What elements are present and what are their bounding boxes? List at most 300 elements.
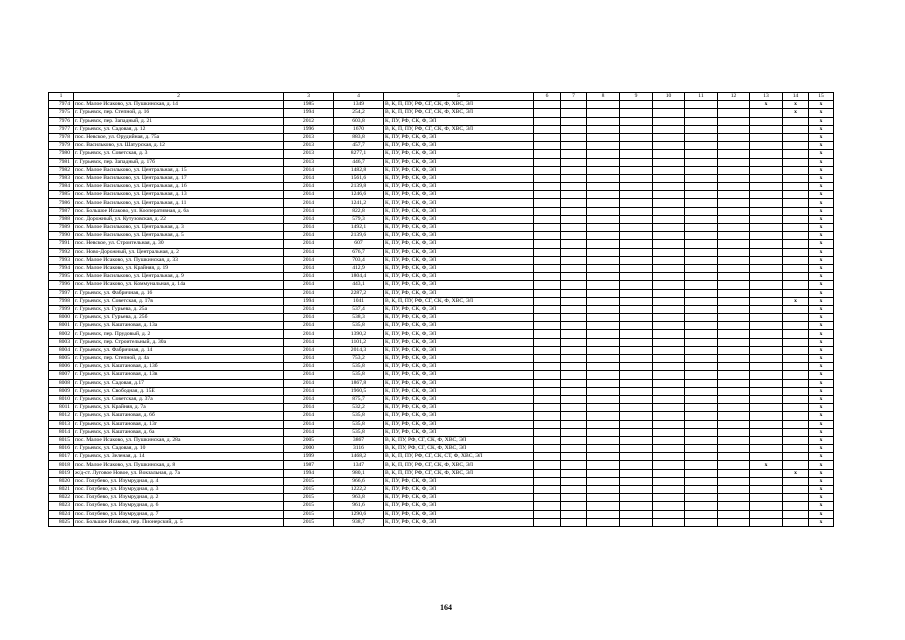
mark-cell-15: x [809,207,834,215]
empty-cell [685,133,718,141]
table-row [49,117,834,125]
empty-cell [587,420,620,428]
row-number: 7978 [49,133,74,141]
row-number: 7998 [49,297,74,305]
address-cell: г. Гурьевск, пер. Прудовый, д. 2 [74,330,284,338]
address-cell: пос. Голубево, ул. Изумрудная, д. 4 [74,477,284,485]
area-cell: 980,1 [334,469,384,477]
address-cell: г. Гурьевск, ул. Советская, д. 3 [74,150,284,158]
row-number: 7985 [49,191,74,199]
empty-cell [718,494,750,502]
row-number: 8012 [49,412,74,420]
empty-cell [587,215,620,223]
area-cell: 603,8 [334,117,384,125]
empty-cell [587,355,620,363]
empty-cell [620,199,653,207]
mark-cell-15: x [809,420,834,428]
row-number: 7994 [49,264,74,272]
empty-cell [561,453,587,461]
mark-cell-15: x [809,330,834,338]
empty-cell [620,469,653,477]
table-row [49,289,834,297]
empty-cell [685,273,718,281]
mark-cell-15: x [809,289,834,297]
mark-cell-15: x [809,109,834,117]
row-number: 7988 [49,215,74,223]
mark-cell-13 [750,322,783,330]
row-number: 7999 [49,305,74,313]
empty-cell [620,338,653,346]
empty-cell [653,502,685,510]
mark-cell-15: x [809,224,834,232]
row-number: 7974 [49,101,74,109]
empty-cell [587,232,620,240]
works-cell: К, ПУ, РФ, СК, Ф, ЭЛ [384,428,534,436]
empty-cell [653,518,685,526]
empty-cell [685,346,718,354]
address-cell: г. Гурьевск, ул. Крайняя, д. 7а [74,404,284,412]
mark-cell-14 [783,420,809,428]
empty-cell [685,142,718,150]
mark-cell-14 [783,346,809,354]
mark-cell-14 [783,289,809,297]
empty-cell [587,404,620,412]
area-cell: 1482,8 [334,166,384,174]
mark-cell-13 [750,436,783,444]
empty-cell [718,371,750,379]
empty-cell [534,428,561,436]
empty-cell [534,355,561,363]
empty-cell [534,387,561,395]
table-row [49,150,834,158]
address-cell: пос. Малое Исаково, ул. Коммунальная, д. 14а [74,281,284,289]
empty-cell [534,346,561,354]
empty-cell [534,150,561,158]
mark-cell-15: x [809,412,834,420]
mark-cell-13 [750,109,783,117]
row-number: 8018 [49,461,74,469]
area-cell: 1349 [334,101,384,109]
empty-cell [685,166,718,174]
empty-cell [685,289,718,297]
empty-cell [718,215,750,223]
area-cell: 532,2 [334,404,384,412]
empty-cell [561,183,587,191]
address-cell: пос. Дорожный, ул. Кутузовская, д. 22 [74,215,284,223]
row-number: 7990 [49,232,74,240]
mark-cell-13 [750,174,783,182]
address-cell: г. Гурьевск, пер. Западный, д. 21 [74,117,284,125]
address-cell: пос. Малое Исаково, ул. Крайняя, д. 19 [74,264,284,272]
empty-cell [718,174,750,182]
year-cell: 2014 [284,232,334,240]
empty-cell [534,404,561,412]
empty-cell [685,109,718,117]
empty-cell [718,133,750,141]
area-cell: 961,6 [334,502,384,510]
mark-cell-14 [783,502,809,510]
works-cell: К, ПУ, РФ, СК, Ф, ЭЛ [384,379,534,387]
row-number: 7977 [49,125,74,133]
empty-cell [718,428,750,436]
area-cell: 1241,2 [334,199,384,207]
area-cell: 1867,8 [334,379,384,387]
empty-cell [534,142,561,150]
empty-cell [587,109,620,117]
address-cell: г. Гурьевск, ул. Садовая, д. 10 [74,445,284,453]
empty-cell [620,158,653,166]
mark-cell-13 [750,240,783,248]
empty-cell [587,445,620,453]
empty-cell [587,289,620,297]
empty-cell [587,305,620,313]
row-number: 7989 [49,224,74,232]
year-cell: 2014 [284,322,334,330]
area-cell: 579,3 [334,215,384,223]
year-cell: 1996 [284,125,334,133]
empty-cell [561,125,587,133]
area-cell: 2014,3 [334,346,384,354]
empty-cell [685,355,718,363]
empty-cell [561,346,587,354]
empty-cell [685,322,718,330]
row-number: 7997 [49,289,74,297]
empty-cell [685,117,718,125]
mark-cell-15: x [809,453,834,461]
mark-cell-13 [750,346,783,354]
empty-cell [653,224,685,232]
empty-cell [685,207,718,215]
address-cell: пос. Малое Исаково, ул. Пушкинская, д. 14 [74,101,284,109]
table-row [49,232,834,240]
address-cell: пос. Невское, ул. Строительная, д. 30 [74,240,284,248]
empty-cell [653,264,685,272]
empty-cell [718,297,750,305]
year-cell: 2013 [284,158,334,166]
empty-cell [620,133,653,141]
empty-cell [620,453,653,461]
empty-cell [653,453,685,461]
column-header-5: 5 [384,93,534,101]
row-number: 8001 [49,322,74,330]
empty-cell [561,363,587,371]
table-row [49,412,834,420]
mark-cell-13 [750,404,783,412]
mark-cell-15: x [809,191,834,199]
area-cell: 2139,8 [334,183,384,191]
mark-cell-13 [750,256,783,264]
empty-cell [620,412,653,420]
year-cell: 2014 [284,174,334,182]
mark-cell-13 [750,387,783,395]
empty-cell [534,518,561,526]
mark-cell-15: x [809,150,834,158]
empty-cell [653,150,685,158]
mark-cell-14 [783,117,809,125]
works-cell: В, К, П, ПУ, РФ, СГ, СК, Ф, ХВС, ЭЛ [384,469,534,477]
address-cell: пос. Малое Васильково, ул. Центральная, д. 15 [74,166,284,174]
empty-cell [620,174,653,182]
empty-cell [653,183,685,191]
empty-cell [534,224,561,232]
empty-cell [561,101,587,109]
empty-cell [561,420,587,428]
address-cell: г. Гурьевск, пер. Западный, д. 17б [74,158,284,166]
mark-cell-15: x [809,297,834,305]
address-cell: пос. Голубево, ул. Изумрудная, д. 3 [74,486,284,494]
table-row [49,395,834,403]
mark-cell-14 [783,264,809,272]
year-cell: 2014 [284,273,334,281]
works-cell: К, ПУ, РФ, СК, Ф, ЭЛ [384,150,534,158]
mark-cell-14 [783,142,809,150]
year-cell: 1987 [284,461,334,469]
empty-cell [561,305,587,313]
empty-cell [620,428,653,436]
year-cell: 2014 [284,395,334,403]
empty-cell [620,322,653,330]
row-number: 8013 [49,420,74,428]
empty-cell [587,486,620,494]
empty-cell [718,224,750,232]
empty-cell [685,469,718,477]
mark-cell-15: x [809,436,834,444]
mark-cell-13 [750,158,783,166]
empty-cell [620,387,653,395]
mark-cell-13 [750,273,783,281]
area-cell: 822,8 [334,207,384,215]
mark-cell-13 [750,477,783,485]
table-row [49,199,834,207]
row-number: 7984 [49,183,74,191]
works-cell: К, ПУ, РФ, СК, Ф, ЭЛ [384,477,534,485]
row-number: 8007 [49,371,74,379]
empty-cell [620,125,653,133]
area-cell: 457,7 [334,142,384,150]
empty-cell [718,183,750,191]
empty-cell [587,428,620,436]
empty-cell [587,510,620,518]
empty-cell [534,232,561,240]
empty-cell [653,215,685,223]
works-cell: К, ПУ, РФ, СК, Ф, ЭЛ [384,215,534,223]
empty-cell [718,199,750,207]
table-row [49,297,834,305]
empty-cell [534,363,561,371]
mark-cell-15: x [809,133,834,141]
empty-cell [718,338,750,346]
empty-cell [561,248,587,256]
mark-cell-13 [750,183,783,191]
year-cell: 2014 [284,207,334,215]
mark-cell-15: x [809,117,834,125]
table-row [49,322,834,330]
mark-cell-13 [750,338,783,346]
works-cell: В, К, П, ПУ, РФ, СГ, СК, Ф, ХВС, ЭЛ [384,109,534,117]
empty-cell [534,166,561,174]
mark-cell-15: x [809,510,834,518]
works-cell: К, ПУ, РФ, СК, Ф, ЭЛ [384,240,534,248]
address-cell: г. Гурьевск, ул. Каштановая, д. 6а [74,428,284,436]
mark-cell-15: x [809,305,834,313]
works-cell: К, ПУ, РФ, СК, Ф, ЭЛ [384,183,534,191]
empty-cell [620,215,653,223]
empty-cell [534,371,561,379]
empty-cell [561,469,587,477]
row-number: 8011 [49,404,74,412]
empty-cell [718,355,750,363]
area-cell: 2287,2 [334,289,384,297]
mark-cell-15: x [809,502,834,510]
mark-cell-15: x [809,215,834,223]
works-cell: В, К, П, ПУ, РФ, СГ, СК, Ф, ХВС, ЭЛ [384,297,534,305]
area-cell: 2139,6 [334,232,384,240]
empty-cell [653,387,685,395]
address-cell: г. Гурьевск, ул. Каштановая, д. 13в [74,371,284,379]
empty-cell [718,248,750,256]
mark-cell-15: x [809,404,834,412]
mark-cell-14 [783,379,809,387]
row-number: 7975 [49,109,74,117]
empty-cell [561,224,587,232]
empty-cell [587,183,620,191]
row-number: 7979 [49,142,74,150]
address-cell: пос. Малое Васильково, ул. Центральная, д. 13 [74,191,284,199]
area-cell: 535,8 [334,412,384,420]
mark-cell-14 [783,158,809,166]
works-cell: К, ПУ, РФ, СК, Ф, ЭЛ [384,330,534,338]
empty-cell [620,371,653,379]
empty-cell [653,330,685,338]
column-header-13: 13 [750,93,783,101]
empty-cell [653,486,685,494]
row-number: 8024 [49,510,74,518]
empty-cell [534,256,561,264]
empty-cell [587,158,620,166]
mark-cell-15: x [809,183,834,191]
empty-cell [653,125,685,133]
empty-cell [561,240,587,248]
empty-cell [587,363,620,371]
year-cell: 2013 [284,150,334,158]
mark-cell-14: x [783,101,809,109]
area-cell: 676,7 [334,248,384,256]
empty-cell [561,232,587,240]
year-cell: 2014 [284,428,334,436]
table-row [49,428,834,436]
empty-cell [561,174,587,182]
works-cell: К, ПУ, РФ, СК, Ф, ЭЛ [384,346,534,354]
mark-cell-14 [783,338,809,346]
empty-cell [620,289,653,297]
mark-cell-15: x [809,371,834,379]
address-cell: г. Гурьевск, ул. Советская, д. 37а [74,395,284,403]
area-cell: 535,8 [334,428,384,436]
table-row [49,142,834,150]
mark-cell-13 [750,486,783,494]
empty-cell [620,166,653,174]
works-cell: К, ПУ, РФ, СК, Ф, ЭЛ [384,191,534,199]
empty-cell [653,297,685,305]
empty-cell [534,199,561,207]
empty-cell [561,477,587,485]
empty-cell [561,518,587,526]
empty-cell [534,125,561,133]
works-cell: К, ПУ, РФ, СК, Ф, ЭЛ [384,264,534,272]
empty-cell [685,412,718,420]
mark-cell-13 [750,314,783,322]
empty-cell [653,305,685,313]
empty-cell [561,207,587,215]
empty-cell [620,363,653,371]
mark-cell-14 [783,273,809,281]
empty-cell [718,289,750,297]
mark-cell-14 [783,125,809,133]
works-cell: К, ПУ, РФ, СК, Ф, ЭЛ [384,232,534,240]
column-header-14: 14 [783,93,809,101]
empty-cell [718,469,750,477]
empty-cell [718,518,750,526]
empty-cell [534,183,561,191]
table-row [49,174,834,182]
mark-cell-14 [783,281,809,289]
row-number: 8004 [49,346,74,354]
empty-cell [620,240,653,248]
empty-cell [653,477,685,485]
table-row [49,215,834,223]
empty-cell [718,404,750,412]
empty-cell [718,240,750,248]
year-cell: 2014 [284,281,334,289]
empty-cell [561,436,587,444]
table-row [49,248,834,256]
empty-cell [620,142,653,150]
works-cell: К, ПУ, РФ, СК, Ф, ЭЛ [384,363,534,371]
row-number: 8003 [49,338,74,346]
empty-cell [685,518,718,526]
area-cell: 538,3 [334,314,384,322]
table-row [49,461,834,469]
empty-cell [561,191,587,199]
empty-cell [561,355,587,363]
table-row [49,469,834,477]
year-cell: 2015 [284,477,334,485]
address-cell: пос. Малое Исаково, ул. Пушкинская, д. 8 [74,461,284,469]
table-row [49,338,834,346]
page-number: 164 [440,603,452,612]
table-row [49,109,834,117]
mark-cell-15: x [809,125,834,133]
empty-cell [718,158,750,166]
empty-cell [620,117,653,125]
empty-cell [718,387,750,395]
empty-cell [653,174,685,182]
empty-cell [718,502,750,510]
table-row [49,207,834,215]
year-cell: 2014 [284,215,334,223]
address-cell: пос. Голубево, ул. Изумрудная, д. 6 [74,502,284,510]
area-cell: 8277,1 [334,150,384,158]
mark-cell-14 [783,518,809,526]
register-table [48,92,834,527]
empty-cell [620,248,653,256]
empty-cell [534,240,561,248]
area-cell: 703,4 [334,256,384,264]
works-cell: К, ПУ, РФ, СК, Ф, ЭЛ [384,158,534,166]
empty-cell [534,469,561,477]
mark-cell-15: x [809,273,834,281]
empty-cell [534,215,561,223]
